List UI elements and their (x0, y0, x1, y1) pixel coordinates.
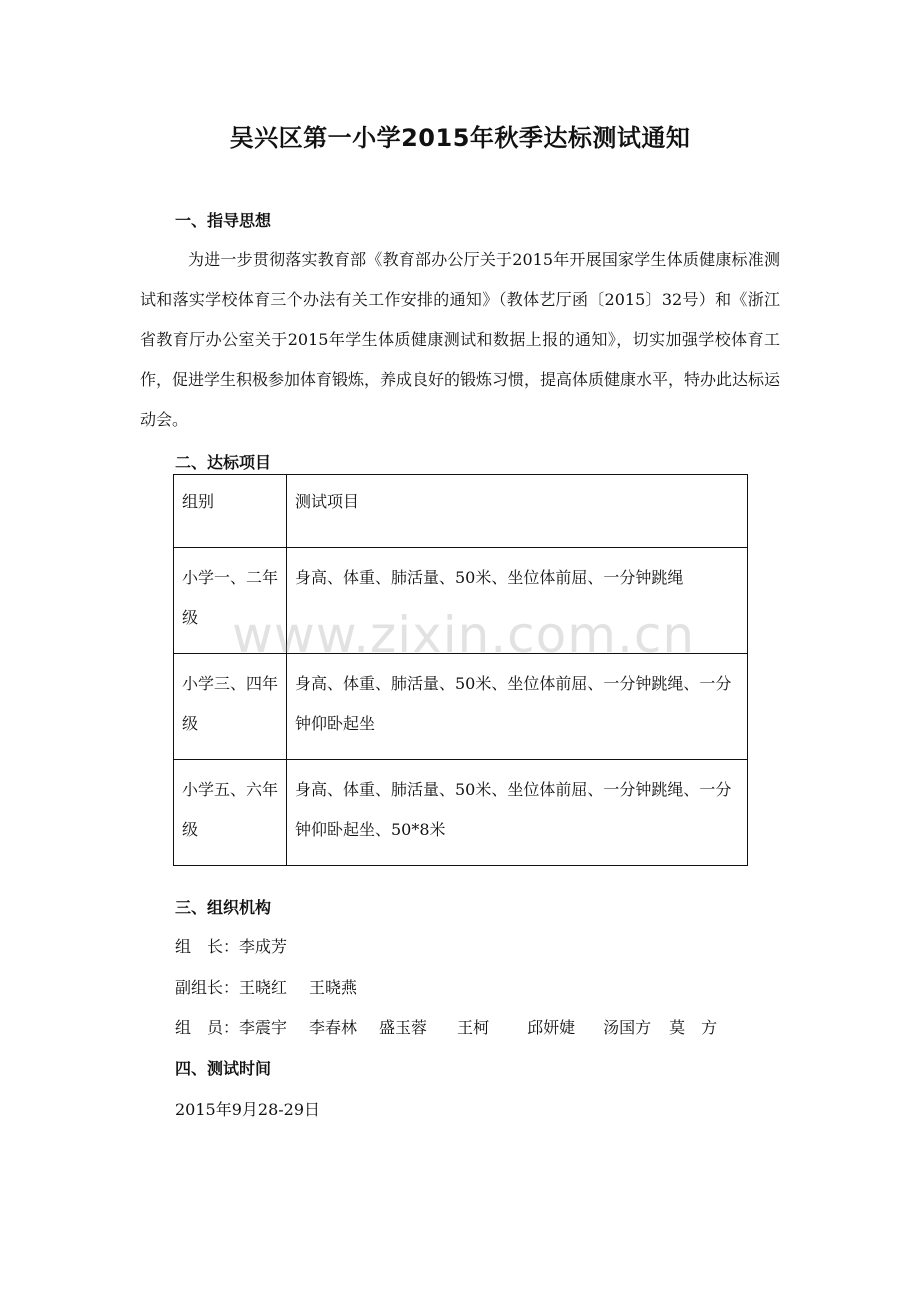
leader-label: 组 长： (175, 937, 240, 956)
items-cell: 身高、体重、肺活量、50米、坐位体前屈、一分钟跳绳 (287, 548, 748, 654)
guidance-paragraph: 为进一步贯彻落实教育部《教育部办公厅关于2015年开展国家学生体质健康标准测试和落实学校体育三个办法有关工作安排的通知》（教体艺厅函〔2015〕32号）和《浙江省教育厅办公室关于2015年学生体质健康测试和数据上报的通知》，切实加强学校体育工作，促进学生积极参加体育锻炼，养成良好的锻炼习惯，提高体质健康水平，特办此达标运动会。 (140, 250, 781, 429)
deputy-name: 王晓红 (239, 978, 288, 997)
table-header-row (174, 475, 748, 548)
group-cell: 小学三、四年级 (174, 654, 287, 760)
group-cell: 小学一、二年级 (174, 548, 287, 654)
group-cell: 小学五、六年级 (174, 760, 287, 866)
items-cell: 身高、体重、肺活量、50米、坐位体前屈、一分钟跳绳、一分钟仰卧起坐、50*8米 (287, 760, 748, 866)
member-name: 李春林 (309, 1018, 358, 1037)
member-name: 李震宇 (239, 1018, 288, 1037)
section-heading-time: 四、测试时间 (175, 1059, 272, 1078)
leader-name: 李成芳 (239, 937, 288, 956)
member-name: 王柯 (457, 1018, 490, 1037)
test-items-table (173, 474, 748, 866)
member-name: 盛玉蓉 (379, 1018, 428, 1037)
deputy-name: 王晓燕 (309, 978, 358, 997)
items-cell: 身高、体重、肺活量、50米、坐位体前屈、一分钟跳绳、一分钟仰卧起坐 (287, 654, 748, 760)
members-label: 组 员： (175, 1018, 240, 1037)
table-row (174, 654, 748, 760)
document-title: 吴兴区第一小学2015年秋季达标测试通知 (229, 124, 691, 152)
member-name: 莫 方 (669, 1018, 718, 1037)
deputy-line (175, 975, 379, 998)
leader-line (175, 934, 287, 957)
table-row (174, 548, 748, 654)
header-group: 组别 (174, 475, 287, 548)
watermark: www.zixin.com.cn (232, 606, 696, 664)
members-line (175, 1015, 717, 1038)
header-items: 测试项目 (287, 475, 748, 548)
table-row (174, 760, 748, 866)
section-heading-organization: 三、组织机构 (175, 898, 272, 917)
test-time: 2015年9月28-29日 (175, 1100, 321, 1119)
member-name: 邱妍婕 (527, 1018, 576, 1037)
section-heading-guidance: 一、指导思想 (175, 211, 272, 230)
section-heading-items: 二、达标项目 (175, 453, 272, 472)
member-name: 汤国方 (603, 1018, 652, 1037)
deputy-label: 副组长： (175, 978, 240, 997)
